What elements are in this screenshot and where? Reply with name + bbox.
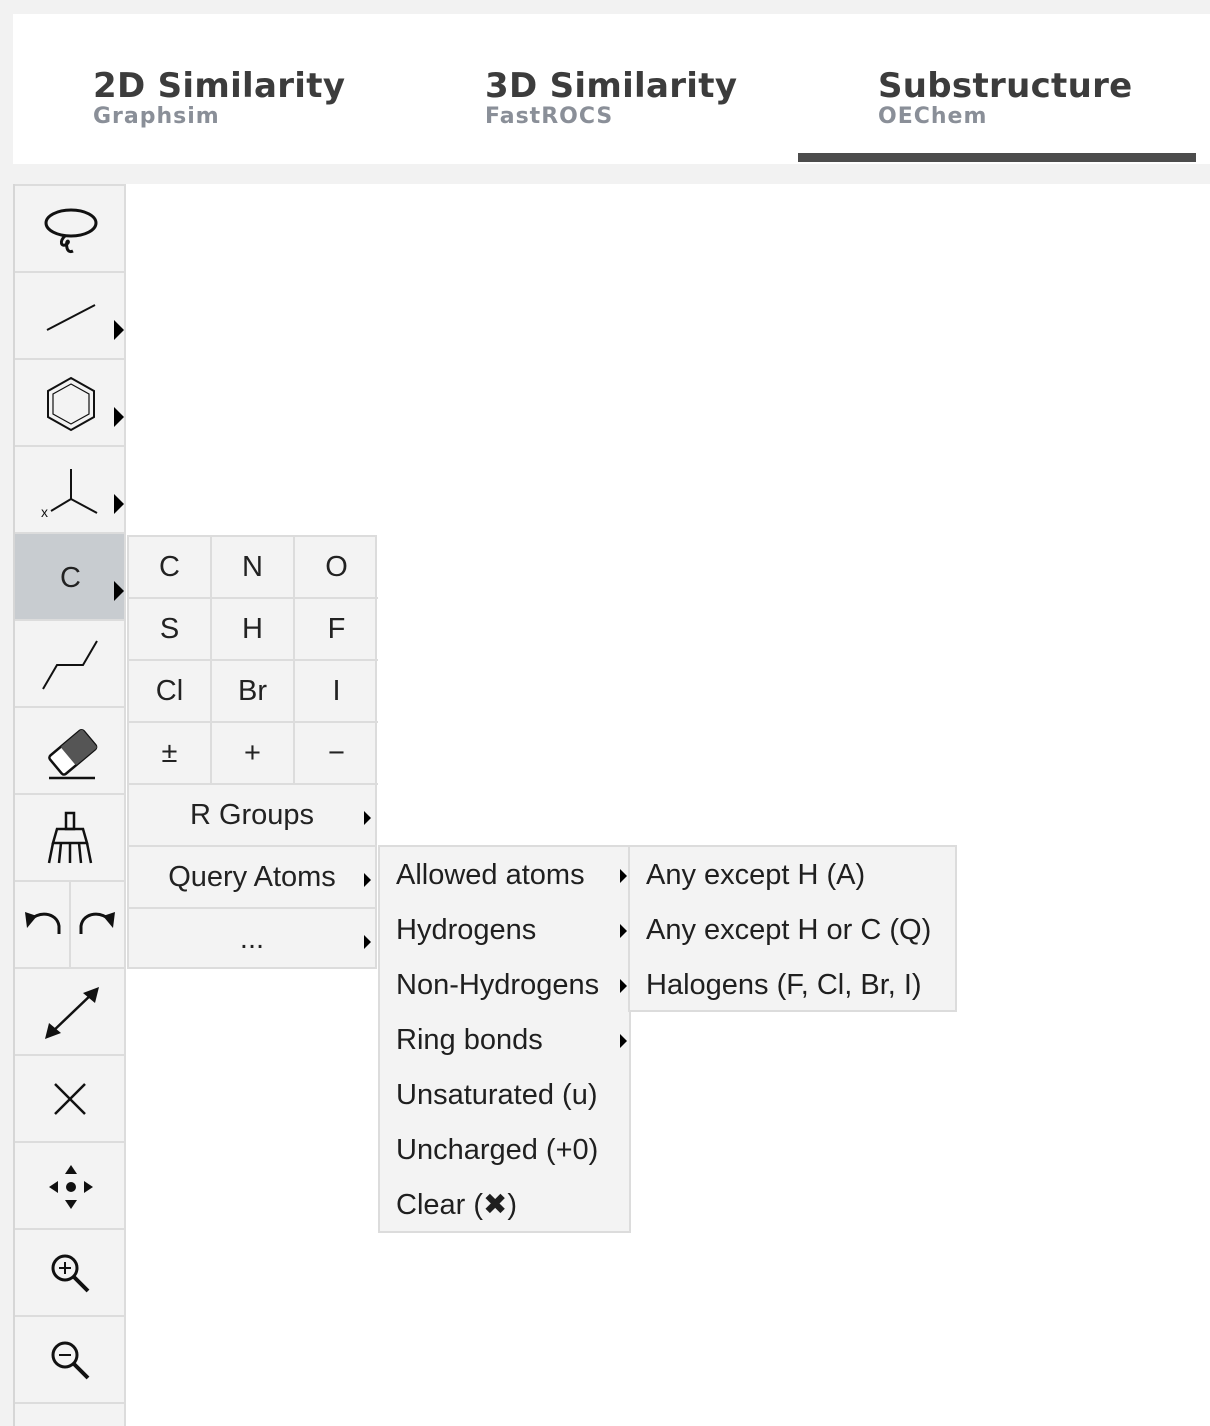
clean-brush-icon	[15, 795, 126, 882]
element-n[interactable]: N	[212, 537, 295, 599]
lasso-icon	[15, 186, 126, 273]
submenu-arrow-icon	[620, 869, 627, 883]
ring-bonds-menu-item[interactable]: Ring bonds	[396, 1024, 543, 1056]
undo-redo-group	[15, 880, 126, 967]
non-hydrogens-menu-item[interactable]: Non-Hydrogens	[396, 969, 600, 1001]
any-except-h-menu-item[interactable]: Any except H (A)	[646, 859, 866, 891]
submenu-arrow-icon	[620, 979, 627, 993]
more-label: ...	[239, 923, 265, 955]
zoom-in-icon	[15, 1230, 126, 1317]
move-icon	[15, 1143, 126, 1230]
any-except-h-or-c-menu-item[interactable]: Any except H or C (Q)	[646, 914, 932, 946]
halogens-menu-item[interactable]: Halogens (F, Cl, Br, I)	[646, 969, 922, 1001]
stereo-icon	[15, 447, 126, 534]
clear-query-menu-item[interactable]: Clear (✖)	[396, 1189, 517, 1221]
toolbar-spacer	[15, 1402, 126, 1426]
resize-tool-button[interactable]	[15, 967, 126, 1054]
element-br[interactable]: Br	[212, 661, 295, 723]
active-tab-indicator	[798, 153, 1196, 162]
stereo-tool-button[interactable]	[15, 445, 126, 532]
lasso-tool-button[interactable]	[15, 184, 126, 271]
element-i[interactable]: I	[295, 661, 378, 723]
tab-title: 3D Similarity	[485, 66, 738, 106]
unsaturated-menu-item[interactable]: Unsaturated (u)	[396, 1079, 598, 1111]
flyout-arrow-icon	[114, 407, 124, 427]
query-atoms-submenu	[378, 845, 631, 1233]
charge-plus-button[interactable]: +	[212, 723, 295, 785]
query-atoms-menu-item[interactable]	[129, 847, 375, 909]
zoom-out-icon	[15, 1317, 126, 1404]
submenu-arrow-icon	[620, 1034, 627, 1048]
undo-icon	[15, 882, 69, 967]
zoom-out-tool-button[interactable]	[15, 1315, 126, 1402]
tab-title: Substructure	[878, 66, 1133, 106]
redo-icon	[71, 882, 124, 967]
flyout-arrow-icon	[114, 494, 124, 514]
element-h[interactable]: H	[212, 599, 295, 661]
atom-tool-button[interactable]	[15, 532, 126, 619]
uncharged-menu-item[interactable]: Uncharged (+0)	[396, 1134, 599, 1166]
tab-title: 2D Similarity	[93, 66, 346, 106]
element-f[interactable]: F	[295, 599, 378, 661]
chain-icon	[15, 621, 126, 708]
element-s[interactable]: S	[129, 599, 212, 661]
clean-tool-button[interactable]	[15, 793, 126, 880]
submenu-arrow-icon	[364, 935, 371, 949]
chain-tool-button[interactable]	[15, 619, 126, 706]
allowed-atoms-menu-item[interactable]: Allowed atoms	[396, 859, 585, 891]
r-groups-menu-item[interactable]	[129, 785, 375, 847]
eraser-icon	[15, 708, 126, 795]
undo-button[interactable]	[15, 882, 71, 967]
charge-minus-button[interactable]: −	[295, 723, 378, 785]
element-c[interactable]: C	[129, 537, 212, 599]
ring-icon	[15, 360, 126, 447]
eraser-tool-button[interactable]	[15, 706, 126, 793]
r-groups-label: R Groups	[189, 799, 315, 831]
sketcher-toolbar	[13, 184, 126, 1426]
tab-subtitle: Graphsim	[93, 104, 220, 129]
element-cl[interactable]: Cl	[129, 661, 212, 723]
x-label: x	[41, 504, 48, 520]
flyout-arrow-icon	[114, 581, 124, 601]
bond-icon	[15, 273, 126, 360]
query-atoms-label: Query Atoms	[168, 861, 336, 893]
allowed-atoms-submenu	[628, 845, 957, 1012]
tab-subtitle: OEChem	[878, 104, 988, 129]
charge-plus-minus-button[interactable]: ±	[129, 723, 212, 785]
clear-icon	[15, 1056, 126, 1143]
ring-tool-button[interactable]	[15, 358, 126, 445]
element-o[interactable]: O	[295, 537, 378, 599]
resize-icon	[15, 969, 126, 1056]
submenu-arrow-icon	[620, 924, 627, 938]
atom-tool-label: C	[60, 562, 81, 594]
hydrogens-menu-item[interactable]: Hydrogens	[396, 914, 537, 946]
more-menu-item[interactable]	[129, 909, 375, 971]
tab-subtitle: FastROCS	[485, 104, 614, 129]
submenu-arrow-icon	[364, 873, 371, 887]
redo-button[interactable]	[71, 882, 124, 967]
zoom-in-tool-button[interactable]	[15, 1228, 126, 1315]
bond-tool-button[interactable]	[15, 271, 126, 358]
flyout-arrow-icon	[114, 320, 124, 340]
element-palette	[127, 535, 377, 969]
clear-tool-button[interactable]	[15, 1054, 126, 1141]
move-tool-button[interactable]	[15, 1141, 126, 1228]
submenu-arrow-icon	[364, 811, 371, 825]
tab-bar	[13, 14, 1210, 164]
